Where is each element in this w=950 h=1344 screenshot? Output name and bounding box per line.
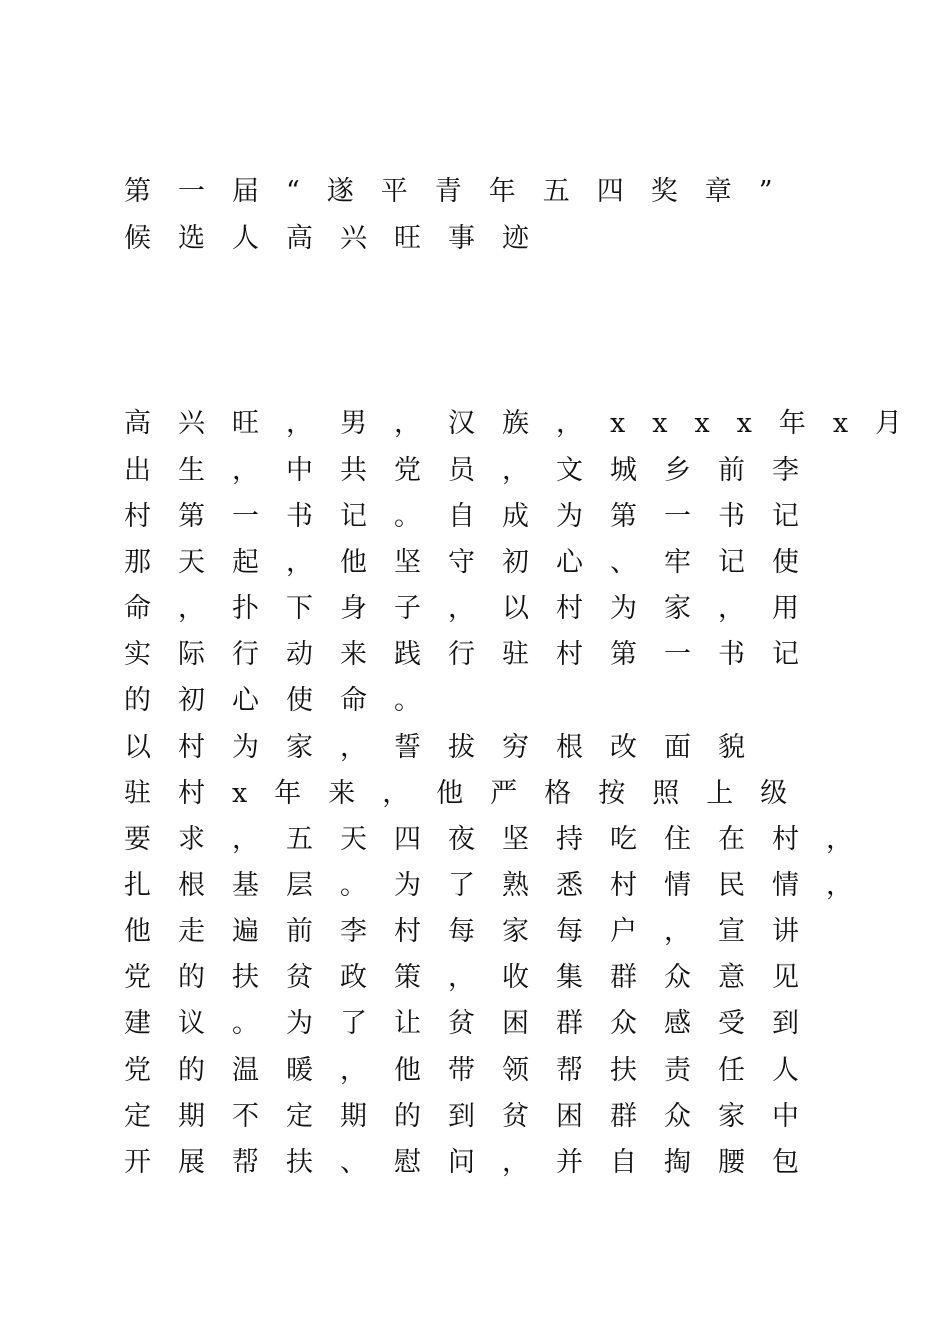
body-line-6: 实际行动来践行驻村第一书记 [124,639,826,670]
body-line-10: 要求，五天四夜坚持吃住在村， [124,824,880,855]
body-line-2: 出生，中共党员，文城乡前李 [124,455,826,486]
body-line-12: 他走遍前李村每家每户，宣讲 [124,916,826,947]
document-title-line-1: 第一届“遂平青年五四奖章” [124,176,800,207]
body-line-3: 村第一书记。自成为第一书记 [124,501,826,532]
body-line-7: 的初心使命。 [124,685,448,716]
body-line-17: 开展帮扶、慰问，并自掏腰包 [124,1147,826,1178]
body-line-16: 定期不定期的到贫困群众家中 [124,1101,826,1132]
body-line-1: 高兴旺，男，汉族，xxxx年x月 [124,408,930,439]
body-line-4: 那天起，他坚守初心、牢记使 [124,547,826,578]
body-line-14: 建议。为了让贫困群众感受到 [124,1008,826,1039]
section-heading: 以村为家，誓拔穷根改面貌 [124,732,772,763]
body-line-15: 党的温暖，他带领帮扶责任人 [124,1055,826,1086]
body-line-13: 党的扶贫政策，收集群众意见 [124,962,826,993]
body-line-11: 扎根基层。为了熟悉村情民情， [124,870,880,901]
body-line-5: 命，扑下身子，以村为家，用 [124,593,826,624]
body-line-9: 驻村x年来，他严格按照上级 [124,778,815,809]
document-title-line-2: 候选人高兴旺事迹 [124,223,556,254]
